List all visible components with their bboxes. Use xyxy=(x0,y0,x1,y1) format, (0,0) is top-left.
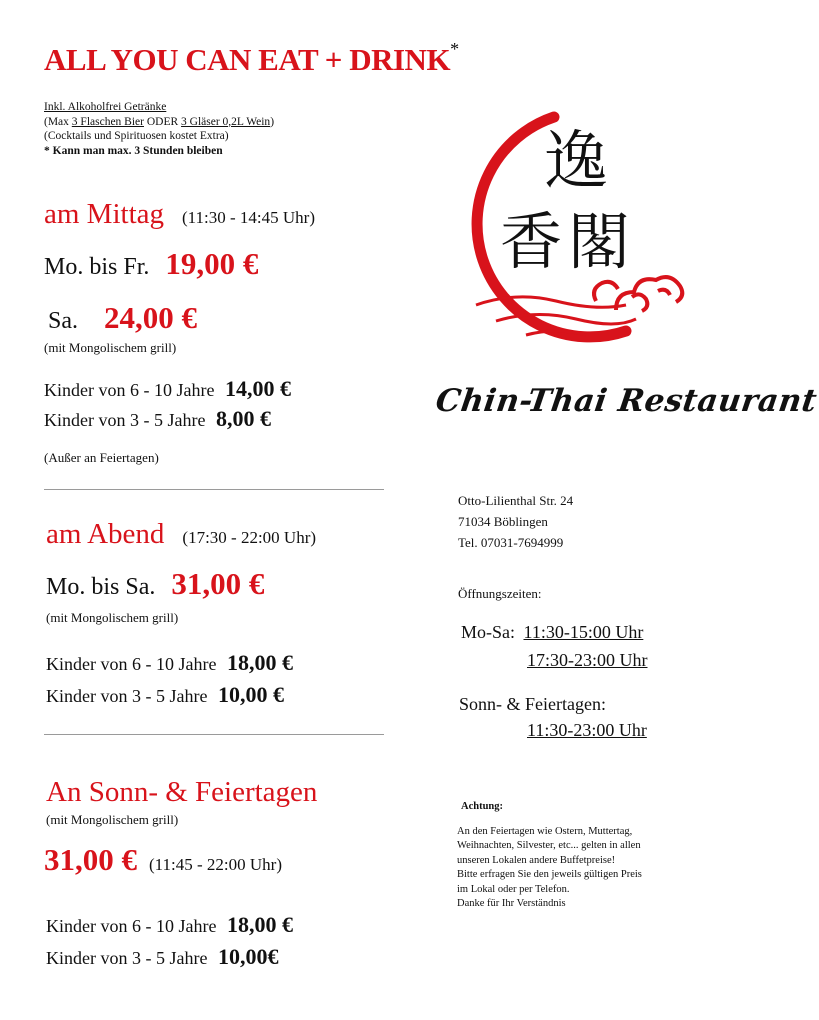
logo-emblem-icon xyxy=(436,105,686,355)
sunday-price: 31,00 € xyxy=(44,842,137,877)
lunch-saturday-row xyxy=(48,300,197,336)
notice-line: Weihnachten, Silvester, etc... gelten in allen xyxy=(457,840,641,851)
lunch-kids1-label: Kinder von 6 - 10 Jahre xyxy=(44,380,215,400)
notice-block xyxy=(457,800,642,912)
intro-block xyxy=(44,100,274,158)
lunch-weekday-row xyxy=(44,246,258,282)
lunch-saturday-price: 24,00 € xyxy=(104,300,197,335)
lunch-kids2-label: Kinder von 3 - 5 Jahre xyxy=(44,410,206,430)
dinner-price-row xyxy=(46,566,264,602)
sunday-kids-row-1 xyxy=(46,912,293,938)
sunday-kids-row-2 xyxy=(46,944,278,970)
intro-line-extra: (Cocktails und Spirituosen kostet Extra) xyxy=(44,130,229,142)
dinner-kids2-label: Kinder von 3 - 5 Jahre xyxy=(46,686,208,706)
dinner-heading-row xyxy=(46,518,316,551)
address-block xyxy=(458,490,573,553)
title-text: ALL YOU CAN EAT + DRINK xyxy=(44,42,451,77)
intro-line-limit: (Max 3 Flaschen Bier ODER 3 Gläser 0,2L Wein) xyxy=(44,115,275,128)
hours-sunday-label: Sonn- & Feiertagen: xyxy=(459,694,606,714)
lunch-kids-row-1 xyxy=(44,376,291,402)
sunday-time: (11:45 - 22:00 Uhr) xyxy=(149,855,282,874)
dinner-heading: am Abend xyxy=(46,518,165,550)
sunday-note: (mit Mongolischem grill) xyxy=(46,812,179,827)
sunday-heading: An Sonn- & Feiertagen xyxy=(46,776,318,808)
lunch-time: (11:30 - 14:45 Uhr) xyxy=(182,208,316,227)
lunch-weekday-label: Mo. bis Fr. xyxy=(44,254,150,280)
logo-char-top: 逸 xyxy=(544,125,608,199)
hours-weekday-label: Mo-Sa: xyxy=(461,622,515,642)
sunday-kids2-label: Kinder von 3 - 5 Jahre xyxy=(46,948,208,968)
lunch-kids1-price: 14,00 € xyxy=(224,376,291,401)
dinner-note: (mit Mongolischem grill) xyxy=(46,610,179,625)
sunday-kids2-price: 10,00€ xyxy=(217,944,279,969)
hours-weekday-slot-1: 11:30-15:00 Uhr xyxy=(523,622,644,642)
intro-line-drinks: Inkl. Alkoholfrei Getränke xyxy=(44,101,167,113)
opening-hours-title: Öffnungszeiten: xyxy=(458,586,542,601)
brand-name: Chin-Thai Restaurant xyxy=(433,383,819,419)
intro-line-max-stay: * Kann man max. 3 Stunden bleiben xyxy=(44,144,223,157)
dinner-label: Mo. bis Sa. xyxy=(46,574,156,600)
dinner-price: 31,00 € xyxy=(171,566,265,601)
dinner-kids1-label: Kinder von 6 - 10 Jahre xyxy=(46,654,217,674)
notice-line: Bitte erfragen Sie den jeweils gültigen Preis xyxy=(457,869,642,880)
address-phone[interactable]: Tel. 07031-7694999 xyxy=(458,535,564,550)
lunch-kids2-price: 8,00 € xyxy=(215,406,271,431)
notice-line: An den Feiertagen wie Ostern, Muttertag, xyxy=(457,825,633,837)
restaurant-logo xyxy=(436,105,686,355)
address-city: 71034 Böblingen xyxy=(458,514,548,529)
divider-1 xyxy=(44,489,384,490)
hours-sunday-row xyxy=(527,720,647,741)
notice-line: Danke für Ihr Verständnis xyxy=(457,898,566,909)
title-asterisk: * xyxy=(450,38,459,59)
hours-weekday-row-2 xyxy=(527,650,648,671)
address-street: Otto-Lilienthal Str. 24 xyxy=(458,493,574,508)
dinner-kids-row-2 xyxy=(46,682,284,708)
lunch-weekday-price: 19,00 € xyxy=(165,246,259,281)
dinner-kids-row-1 xyxy=(46,650,293,676)
hours-sunday-slot: 11:30-23:00 Uhr xyxy=(527,720,647,740)
notice-line: unseren Lokalen andere Buffetpreise! xyxy=(457,854,616,866)
dinner-kids2-price: 10,00 € xyxy=(217,682,284,707)
lunch-heading-row xyxy=(44,198,315,231)
notice-heading: Achtung: xyxy=(461,801,504,812)
divider-2 xyxy=(44,734,384,735)
sunday-kids1-label: Kinder von 6 - 10 Jahre xyxy=(46,916,217,936)
notice-line: im Lokal oder per Telefon. xyxy=(457,883,570,895)
dinner-time: (17:30 - 22:00 Uhr) xyxy=(182,528,317,547)
lunch-holiday-note: (Außer an Feiertagen) xyxy=(44,450,159,465)
lunch-saturday-label: Sa. xyxy=(48,308,78,334)
lunch-kids-row-2 xyxy=(44,406,271,432)
sunday-kids1-price: 18,00 € xyxy=(226,912,293,937)
page-title xyxy=(44,38,459,78)
lunch-saturday-note: (mit Mongolischem grill) xyxy=(44,340,177,355)
hours-weekday-row xyxy=(461,622,643,643)
lunch-heading: am Mittag xyxy=(44,198,165,230)
dinner-kids1-price: 18,00 € xyxy=(226,650,293,675)
hours-weekday-slot-2: 17:30-23:00 Uhr xyxy=(527,650,648,670)
sunday-price-row xyxy=(44,842,282,878)
logo-chars-bottom: 香閣 xyxy=(499,205,637,278)
